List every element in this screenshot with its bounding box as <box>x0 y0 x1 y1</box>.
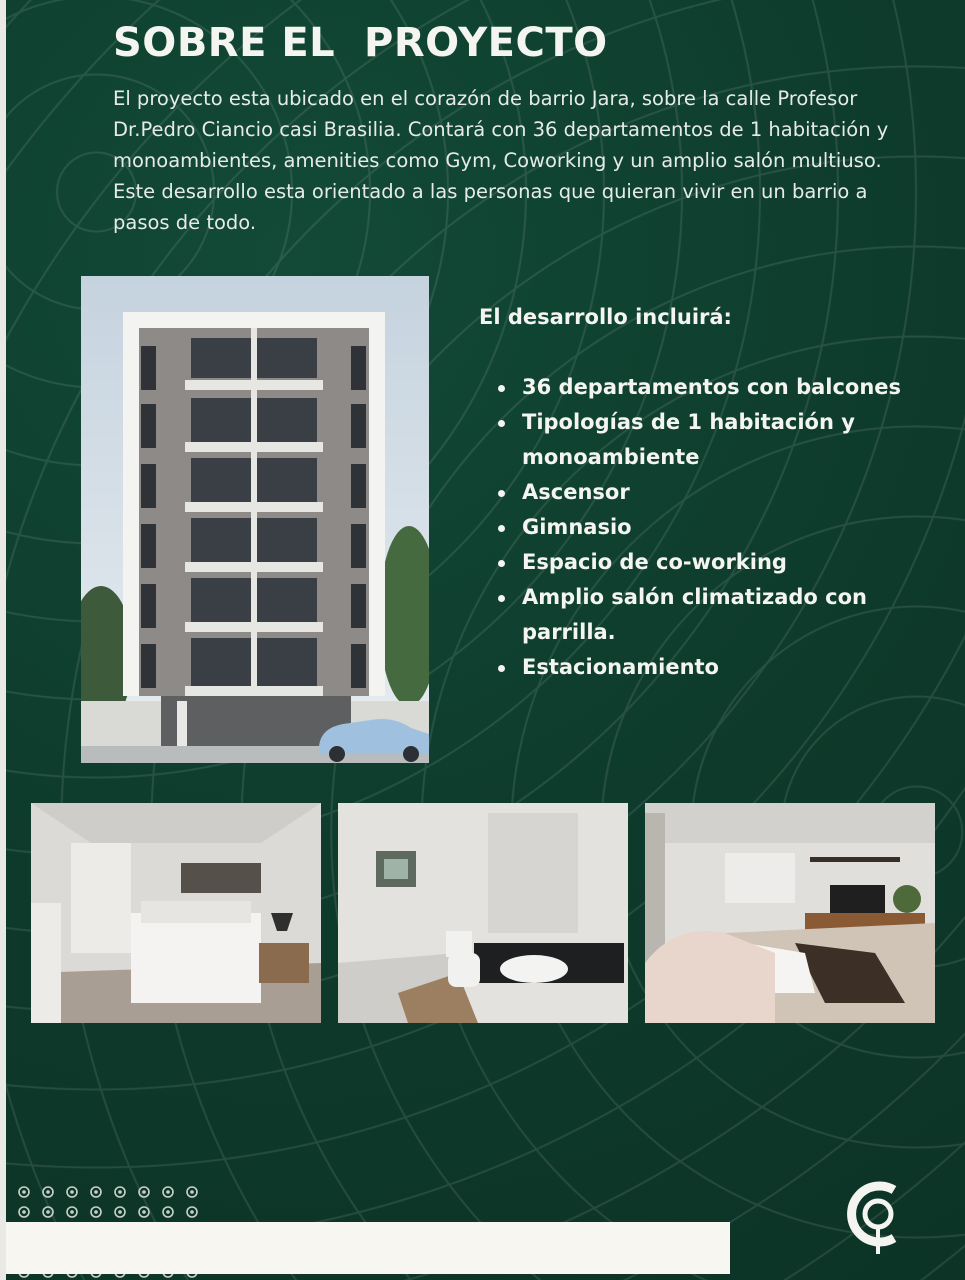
bullet <box>498 420 505 427</box>
features-list <box>493 370 913 685</box>
feature-text: Espacio de co-working <box>522 550 787 574</box>
feature-text: Amplio salón climatizado con parrilla. <box>522 585 867 644</box>
bullet <box>498 385 505 392</box>
list-item <box>493 545 913 580</box>
page-edge <box>0 0 6 1280</box>
bedroom-image <box>31 803 321 1023</box>
list-item <box>493 475 913 510</box>
features-heading: El desarrollo incluirá: <box>479 305 732 329</box>
list-item <box>493 580 913 650</box>
page-title: SOBRE EL PROYECTO <box>113 20 608 66</box>
bullet <box>498 490 505 497</box>
bullet <box>498 560 505 567</box>
bathroom-image <box>338 803 628 1023</box>
list-item <box>493 650 913 685</box>
company-logo-icon <box>842 1178 912 1258</box>
feature-text: 36 departamentos con balcones <box>522 375 902 399</box>
list-item <box>493 370 913 405</box>
feature-text: Tipologías de 1 habitación y monoambiente <box>522 410 855 469</box>
feature-text: Estacionamiento <box>522 655 719 679</box>
bullet <box>498 595 505 602</box>
living-room-image <box>645 803 935 1023</box>
list-item <box>493 405 913 475</box>
bottom-bar <box>6 1222 730 1274</box>
list-item <box>493 510 913 545</box>
feature-text: Ascensor <box>522 480 630 504</box>
feature-text: Gimnasio <box>522 515 632 539</box>
building-render-image <box>81 276 429 763</box>
bullet <box>498 665 505 672</box>
intro-paragraph: El proyecto esta ubicado en el corazón de barrio Jara, sobre la calle Profesor Dr.Pedro Ciancio casi Brasilia. Contará con 36 departamentos de 1 habitación y monoambientes, amenities como Gym, Coworking y un amplio salón multiuso. Este desarrollo esta orientado a las personas que quieran vivir en un barrio a pasos de todo. <box>113 87 889 234</box>
bullet <box>498 525 505 532</box>
